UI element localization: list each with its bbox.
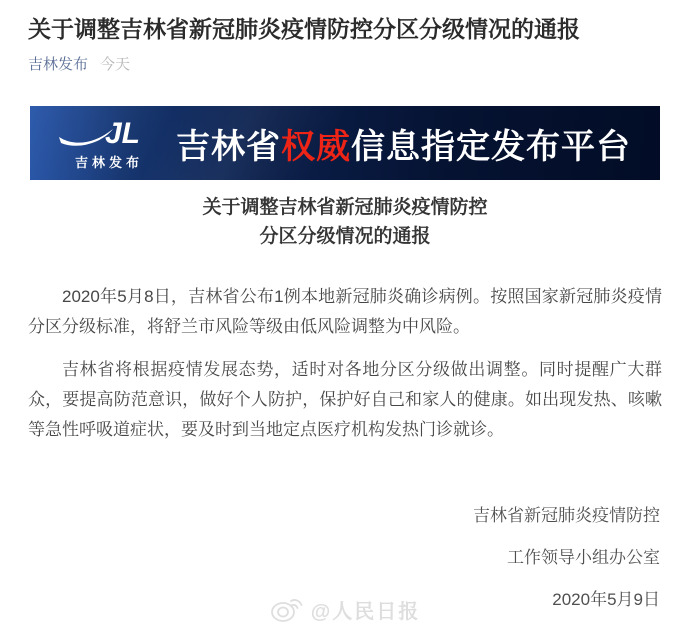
publish-time: 今天 xyxy=(100,56,131,73)
article-header xyxy=(0,0,690,74)
page-title: 关于调整吉林省新冠肺炎疫情防控分区分级情况的通报 xyxy=(28,16,580,42)
byline xyxy=(28,53,662,74)
jilin-fabu-swoosh-icon xyxy=(57,115,161,151)
banner-title-prefix: 吉林省 xyxy=(176,127,281,166)
logo-caption: 吉林发布 xyxy=(74,155,143,170)
banner-title-highlight: 权威 xyxy=(281,127,351,166)
signature-line: 吉林省新冠肺炎疫情防控 xyxy=(473,506,660,525)
signature-line: 工作领导小组办公室 xyxy=(507,548,660,567)
signature-date: 2020年5月9日 xyxy=(552,590,660,609)
watermark-text: @人民日报 xyxy=(310,600,421,623)
paragraph: 2020年5月8日，吉林省公布1例本地新冠肺炎确诊病例。按照国家新冠肺炎疫情分区分级标准，将舒兰市风险等级由低风险调整为中风险。 xyxy=(28,287,662,336)
banner-title-suffix: 信息指定发布平台 xyxy=(351,127,631,166)
jilin-fabu-logo xyxy=(46,115,172,171)
account-name-link[interactable]: 吉林发布 xyxy=(28,56,89,73)
paragraph: 吉林省将根据疫情发展态势，适时对各地分区分级做出调整。同时提醒广大群众，要提高防范意识，做好个人防护，保护好自己和家人的健康。如出现发热、咳嗽等急性呼吸道症状，要及时到当地定点医疗机构发热门诊就诊。 xyxy=(28,360,662,439)
article-title-line2: 分区分级情况的通报 xyxy=(259,226,431,247)
signature-block xyxy=(0,501,690,615)
article-title xyxy=(0,193,690,251)
logo-monogram: JL xyxy=(105,117,141,150)
article-body xyxy=(0,282,690,445)
banner-image[interactable] xyxy=(30,106,660,180)
article-title-line1: 关于调整吉林省新冠肺炎疫情防控 xyxy=(202,197,488,218)
banner-title xyxy=(176,119,631,168)
